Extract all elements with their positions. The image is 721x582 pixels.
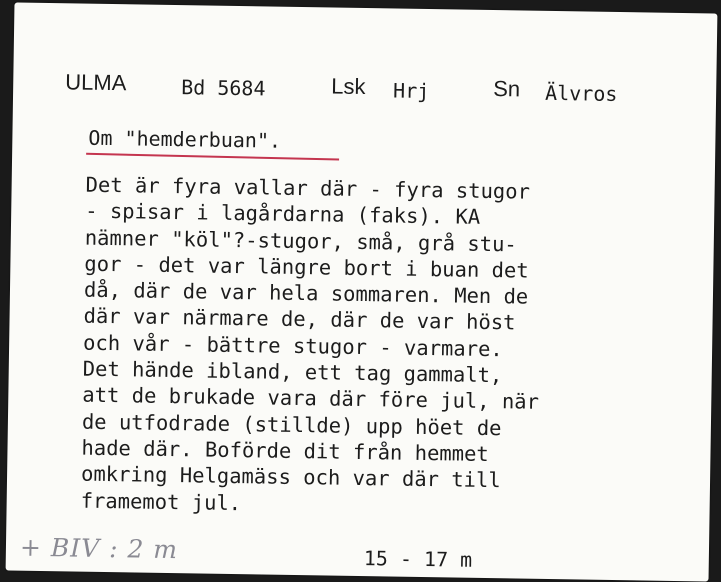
body-line: framemot jul. <box>80 488 242 515</box>
index-card <box>6 3 718 582</box>
card-body <box>80 172 685 523</box>
province-value: Hrj <box>392 78 430 104</box>
body-line: omkring Helgamäss och var där till <box>80 461 501 493</box>
parish-value: Älvros <box>544 80 618 106</box>
body-line: - spisar i lagårdarna (faks). KA <box>85 198 481 230</box>
body-line: Det hände ibland, ett tag gammalt, <box>82 356 503 388</box>
body-line: Det är fyra vallar där - fyra stugor <box>85 172 531 204</box>
body-line: där var närmare de, där de var höst <box>83 304 516 335</box>
card-header <box>65 69 696 106</box>
record-number: Bd 5684 <box>181 75 266 101</box>
body-line: de utfodrade (stillde) upp höet de <box>81 409 502 440</box>
body-line: och vår - bättre stugor - varmare. <box>82 330 503 362</box>
archive-code: ULMA <box>65 69 127 96</box>
province-label: Lsk <box>331 73 366 100</box>
parish-label: Sn <box>493 76 521 102</box>
body-line: nämner "köl"?-stugor, små, grå stu- <box>84 225 517 257</box>
handwritten-note: + BIV : 2 m <box>19 532 179 565</box>
title-underline <box>86 153 339 161</box>
body-line: hade där. Boförde dit från hemmet <box>81 435 489 466</box>
body-line: att de brukade vara där före jul, när <box>82 383 540 415</box>
page-range: 15 - 17 m <box>363 546 473 572</box>
card-title: Om "hemderbuan". <box>88 125 282 153</box>
body-line: gor - det var längre bort i buan det <box>84 251 529 283</box>
body-line: då, där de var hela sommaren. Men de <box>83 277 529 309</box>
